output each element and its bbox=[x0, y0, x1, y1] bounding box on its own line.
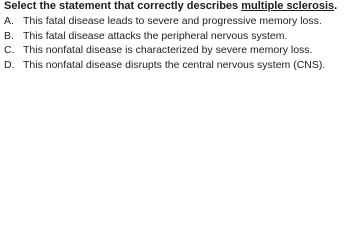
option-text: This nonfatal disease disrupts the central nervous system (CNS). bbox=[23, 58, 326, 71]
question-prefix: Select the statement that correctly describes bbox=[4, 0, 242, 12]
option-text: This fatal disease attacks the peripheral nervous system. bbox=[23, 29, 288, 42]
option-text: This nonfatal disease is characterized by severe memory loss. bbox=[23, 44, 313, 56]
answer-option-a[interactable] bbox=[4, 14, 325, 29]
question-prompt bbox=[4, 0, 337, 13]
answer-option-b[interactable] bbox=[4, 29, 325, 44]
question-suffix: . bbox=[334, 0, 338, 12]
option-letter: D. bbox=[4, 58, 15, 71]
answer-option-d[interactable] bbox=[4, 58, 325, 73]
option-letter: A. bbox=[4, 15, 14, 27]
answer-options bbox=[4, 14, 325, 72]
answer-option-c[interactable] bbox=[4, 43, 325, 58]
option-text: This fatal disease leads to severe and progressive memory loss. bbox=[23, 15, 322, 27]
option-letter: C. bbox=[4, 44, 15, 56]
option-letter: B. bbox=[4, 29, 14, 42]
question-emphasis: multiple sclerosis bbox=[241, 0, 335, 12]
